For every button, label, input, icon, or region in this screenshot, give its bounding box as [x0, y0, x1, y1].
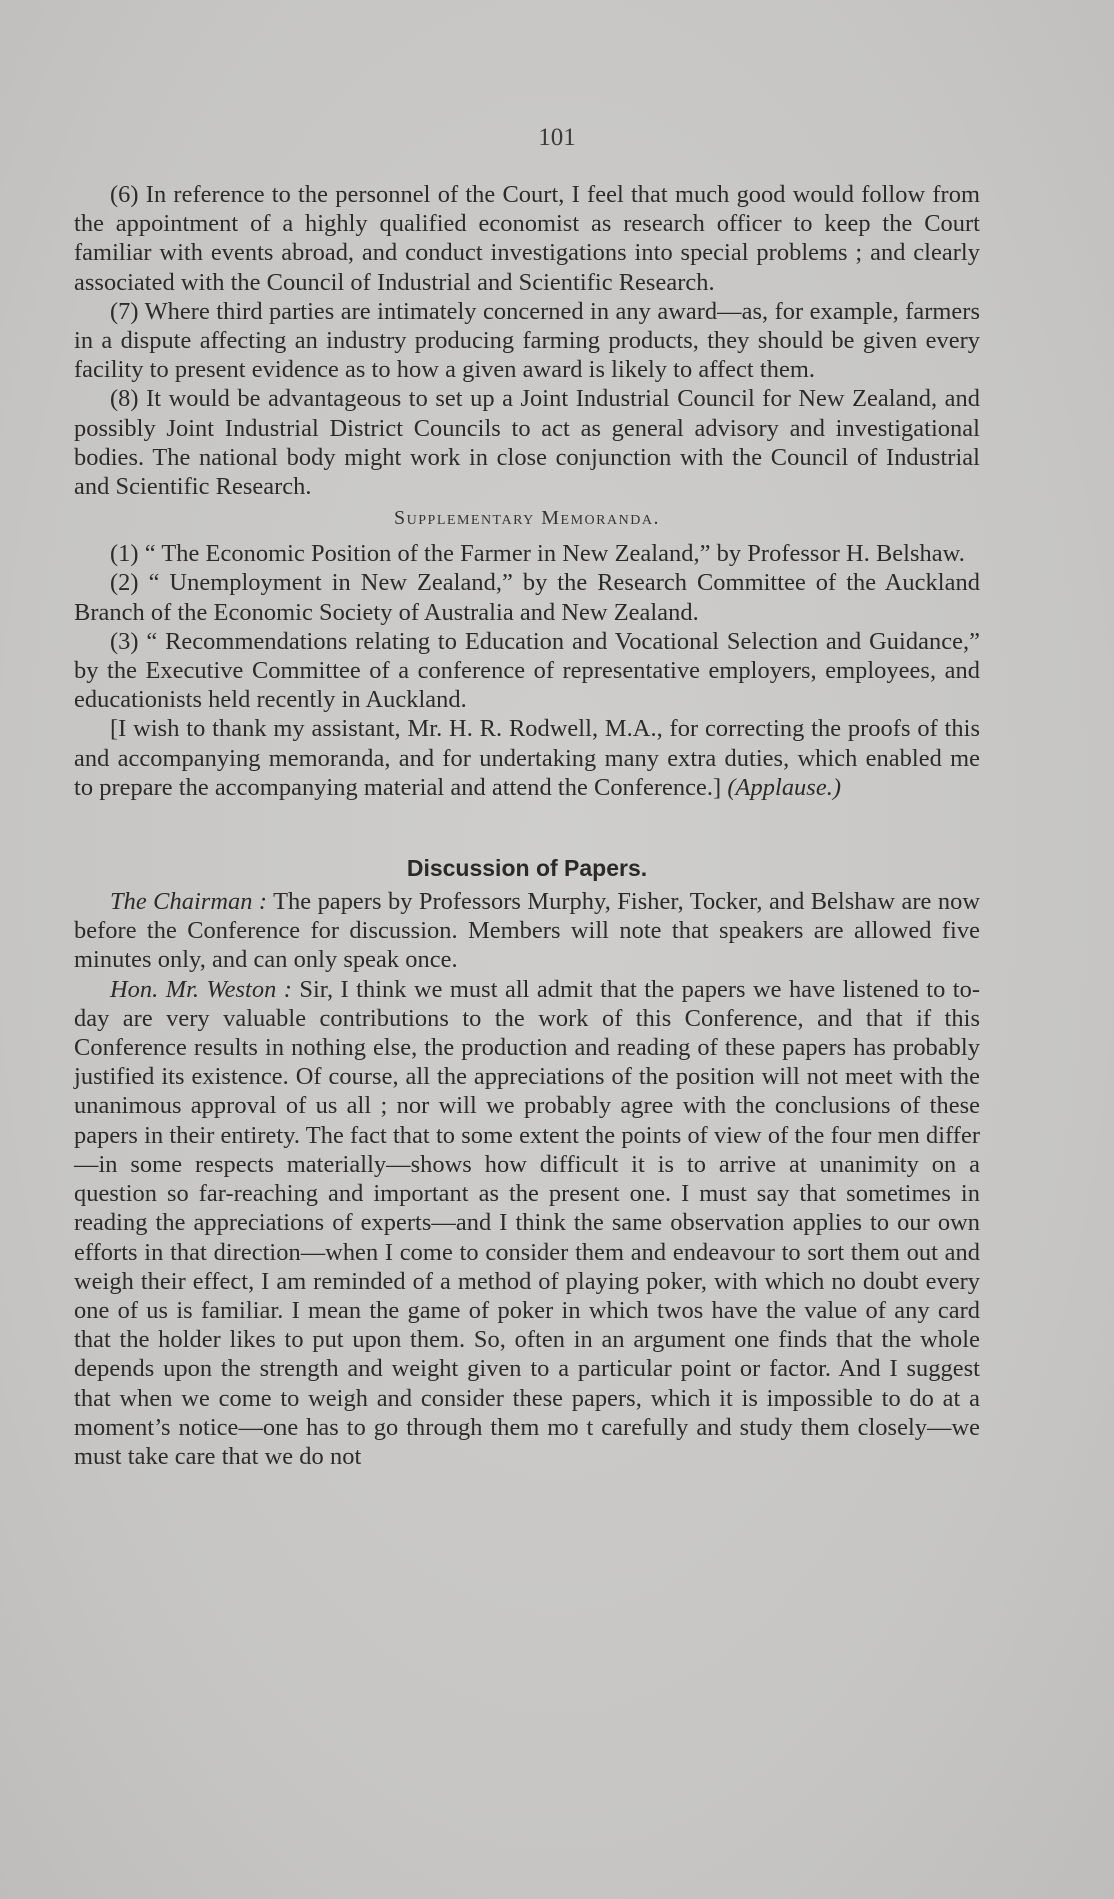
thanks-text: [I wish to thank my assistant, Mr. H. R. Rodwell, M.A., for correcting the proofs of this and accompanying memoranda, and for undertaking many extra duties, which enabled me to prepare the accompanying material and attend the Conference.] [74, 715, 980, 801]
speech-text: The papers by Professors Murphy, Fisher, Tocker, and Belshaw are now before the Conference for discussion. Members will note that speakers are allowed five minutes only, and can only speak once. [74, 888, 980, 974]
speaker-name: The Chairman : [110, 888, 268, 916]
paragraph-7: (7) Where third parties are intimately concerned in any award—as, for example, farmers in a dispute affecting an industry producing farming products, they should be given every facility to present evidence as to how a given award is likely to affect them. [74, 297, 980, 384]
supplementary-item-3: (3) “ Recommendations relating to Education and Vocational Selection and Guidance,” by the Executive Committee of a conference of representative employers, employees, and educationists held recently in Auckland. [74, 627, 980, 714]
speech-text: Sir, I think we must all admit that the papers we have listened to to-day are very valuable contributions to the work of this Conference, and that if this Conference results in nothing else, the production and reading of these papers has probably justified its existence. Of course, all the appreciations of the position will not meet with the unanimous approval of us all ; nor will we probably agree with the conclusions of these papers in their entirety. The fact that to some extent the points of view of the four men differ—in some respects materially—shows how difficult it is to arrive at unanimity on a question so far-reaching and important as the present one. I must say that sometimes in reading the appreciations of experts—and I think the same observation applies to our own efforts in that direction—when I come to consider them and endeavour to sort them out and weigh their effect, I am reminded of a method of playing poker, with which no doubt every one of us is familiar. I mean the game of poker in which twos have the value of any card that the holder likes to put upon them. So, often in an argument one finds that the whole depends upon the strength and weight given to a particular point or factor. And I suggest that when we come to weigh and consider these papers, which it is impossible to do at a moment’s notice—one has to go through them mo t carefully and study them closely—we must take care that we do not [74, 975, 981, 1470]
supplementary-item-1: (1) “ The Economic Position of the Farmer in New Zealand,” by Professor H. Belshaw. [110, 540, 965, 568]
text-column [74, 180, 980, 1471]
paragraph-8: (8) It would be advantageous to set up a Joint Industrial Council for New Zealand, and possibly Joint Industrial District Councils to act as general advisory and investigational bodies. The national body might work in close conjunction with the Council of Industrial and Scientific Research. [74, 385, 980, 501]
discussion-weston [74, 975, 980, 1471]
applause-note: (Applause.) [727, 773, 842, 801]
supplementary-memoranda-heading: Supplementary Memoranda. [394, 507, 660, 530]
page-number: 101 [538, 124, 576, 151]
speaker-name: Hon. Mr. Weston : [110, 975, 292, 1003]
supplementary-item-2: (2) “ Unemployment in New Zealand,” by the Research Committee of the Auckland Branch of the Economic Society of Australia and New Zealand. [74, 569, 980, 626]
discussion-heading: Discussion of Papers. [406, 855, 648, 882]
discussion-chairman [74, 887, 980, 975]
thanks-paragraph [74, 714, 980, 802]
paragraph-6: (6) In reference to the personnel of the Court, I feel that much good would follow from the appointment of a highly qualified economist as research officer to keep the Court familiar with events abroad, and conduct investigations into special problems ; and clearly associated with the Council of Industrial and Scientific Research. [74, 181, 980, 296]
